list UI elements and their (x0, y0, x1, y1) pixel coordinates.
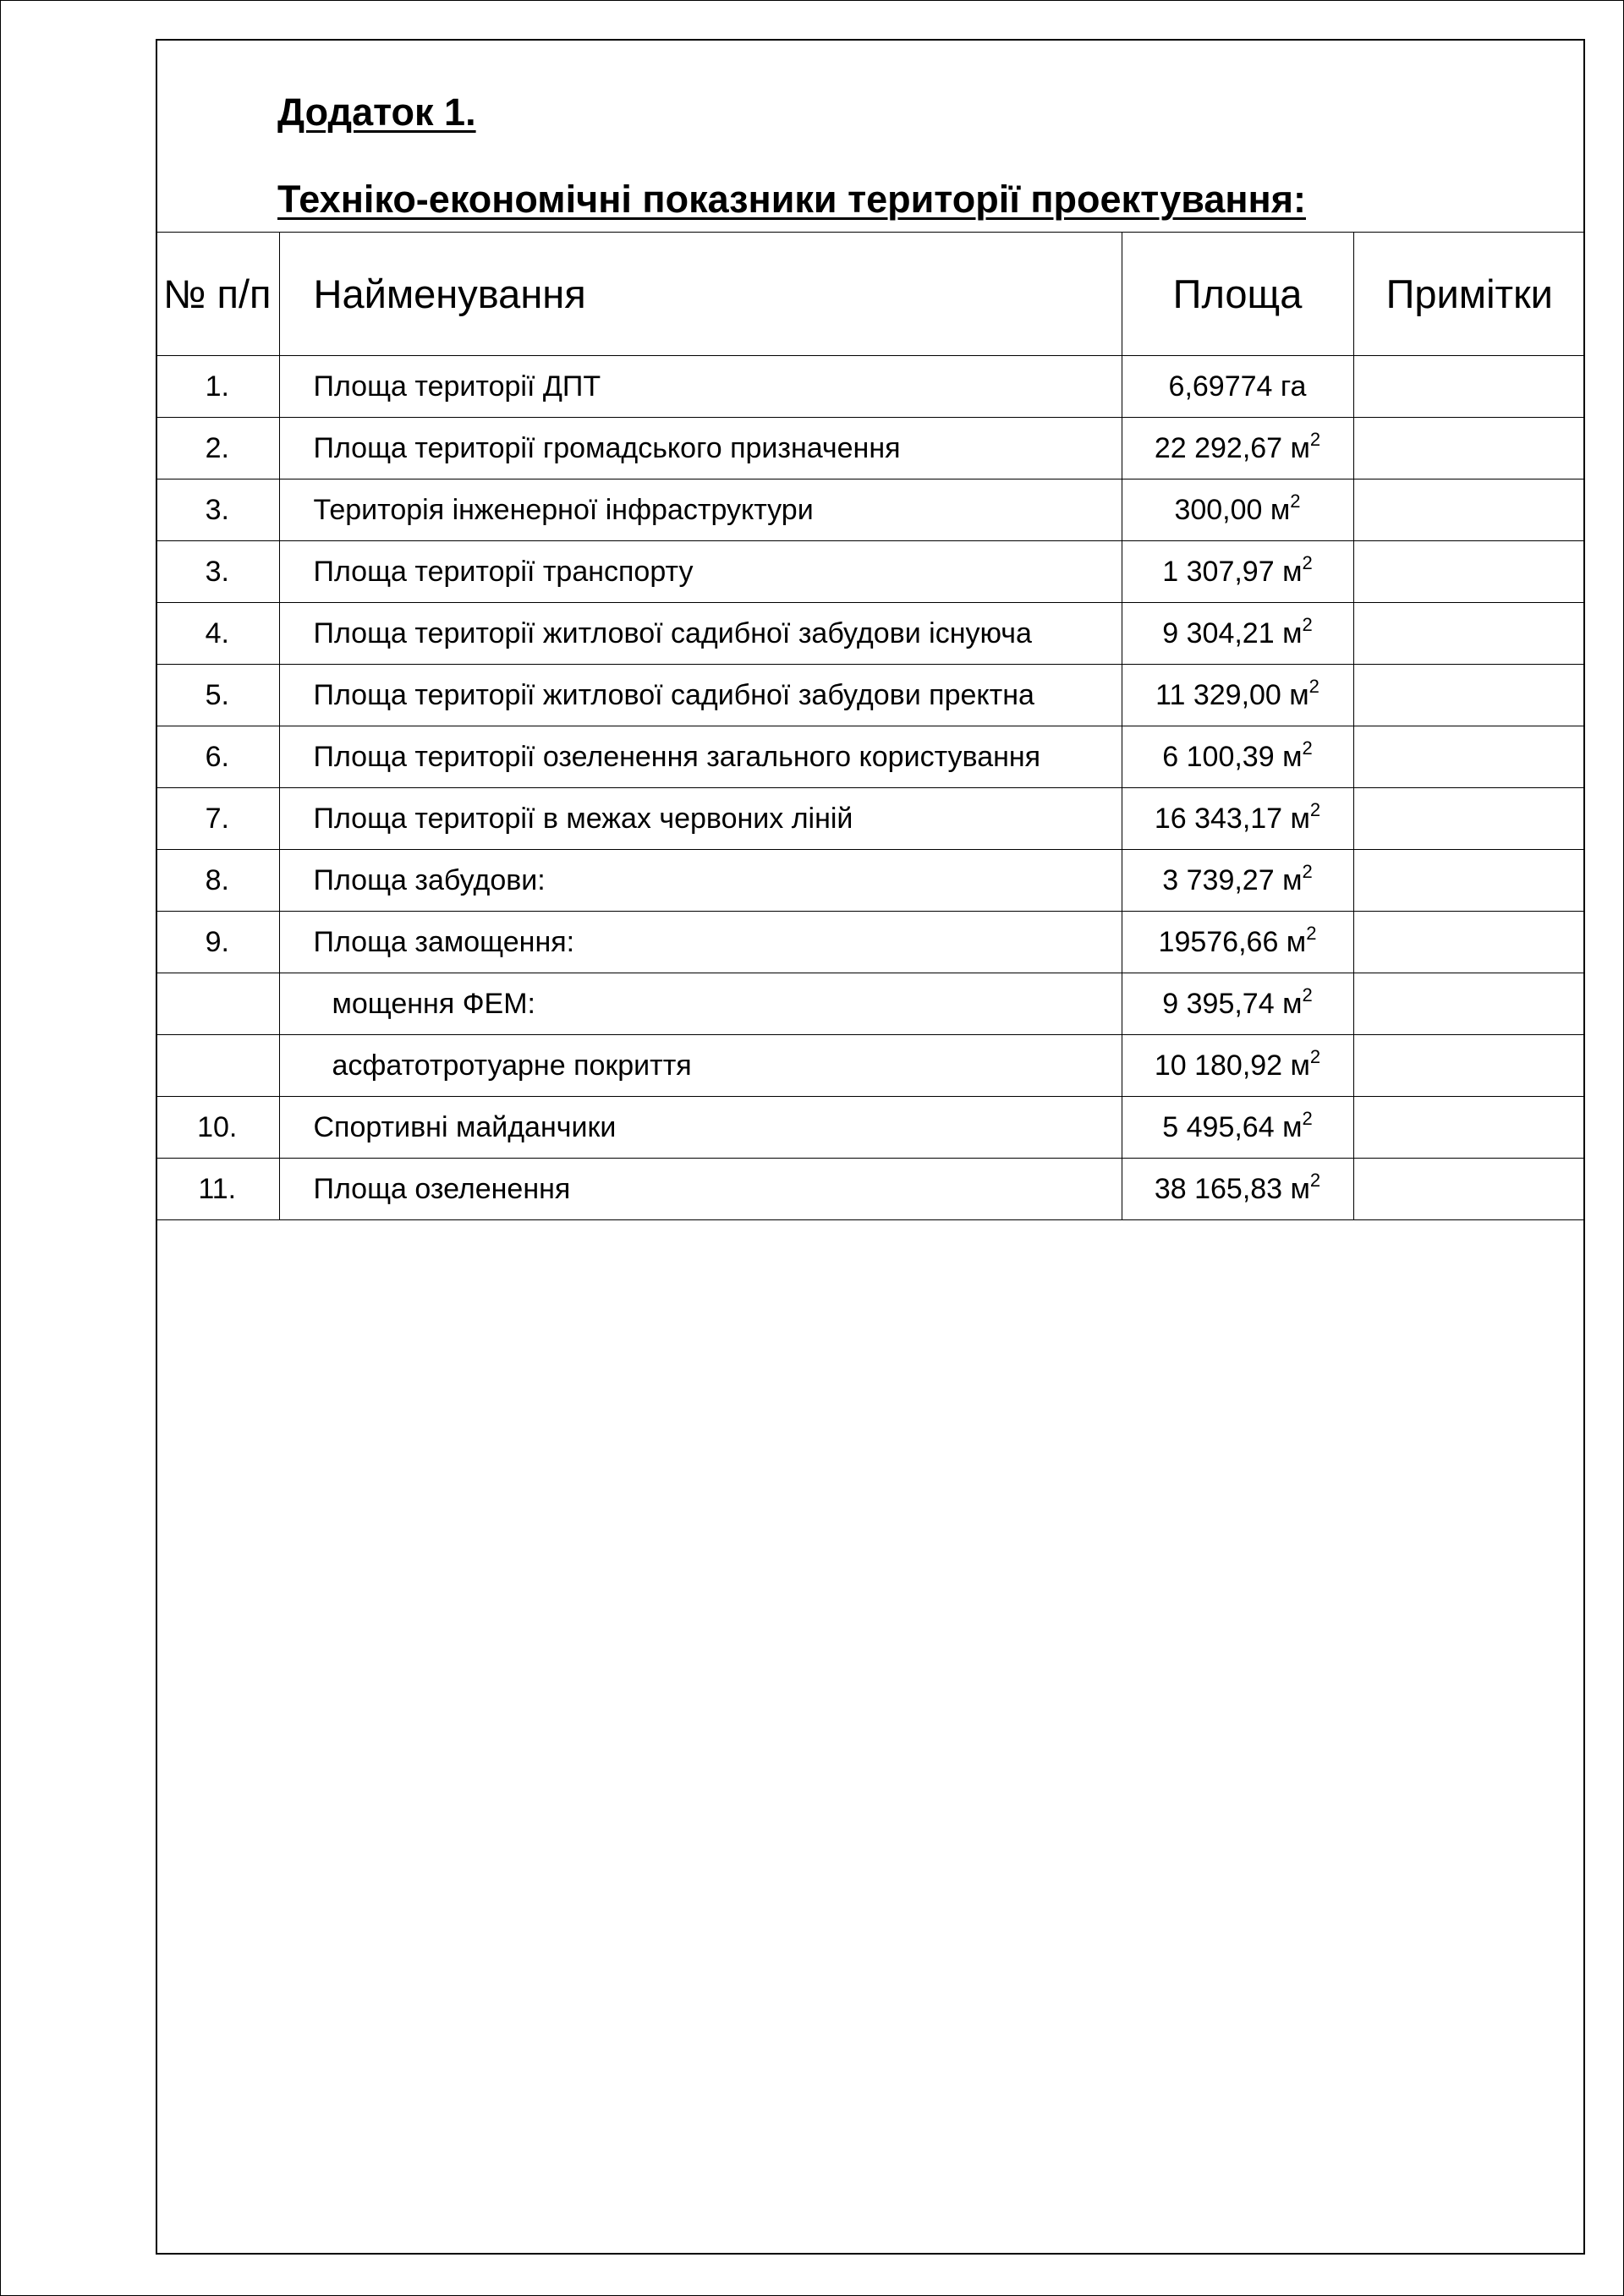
area-value: 9 395,74 м (1162, 987, 1303, 1020)
row-note (1353, 726, 1585, 788)
unit-exponent: 2 (1302, 551, 1313, 573)
row-name: Площа території житлової садибної забудови існуюча (279, 603, 1122, 665)
row-area (1122, 788, 1353, 850)
row-area (1122, 479, 1353, 541)
header-notes: Примітки (1353, 233, 1585, 356)
row-note (1353, 1035, 1585, 1097)
unit-exponent: 2 (1309, 675, 1320, 697)
area-value: 16 343,17 м (1154, 802, 1310, 835)
row-name: Площа території транспорту (279, 541, 1122, 603)
unit-exponent: 2 (1302, 860, 1313, 882)
row-note (1353, 603, 1585, 665)
area-value: 6 100,39 м (1162, 740, 1303, 773)
row-number: 10. (156, 1097, 279, 1159)
row-name: Площа замощення: (279, 912, 1122, 973)
row-number: 6. (156, 726, 279, 788)
row-number: 7. (156, 788, 279, 850)
area-value: 22 292,67 м (1154, 431, 1310, 464)
header-name: Найменування (279, 233, 1122, 356)
table-row (156, 479, 1585, 541)
table-row (156, 356, 1585, 418)
row-area (1122, 1097, 1353, 1159)
appendix-heading: Додаток 1. (277, 90, 476, 134)
row-name: мощення ФЕМ: (279, 973, 1122, 1035)
table-row (156, 665, 1585, 726)
table-row (156, 726, 1585, 788)
row-area (1122, 603, 1353, 665)
row-number: 4. (156, 603, 279, 665)
table-row (156, 541, 1585, 603)
row-number: 1. (156, 356, 279, 418)
area-value: 9 304,21 м (1162, 616, 1303, 649)
table-header-row (156, 233, 1585, 356)
table-row (156, 603, 1585, 665)
unit-exponent: 2 (1302, 1107, 1313, 1129)
table-row (156, 1035, 1585, 1097)
row-note (1353, 1159, 1585, 1220)
row-name: асфатотротуарне покриття (279, 1035, 1122, 1097)
row-name: Територія інженерної інфраструктури (279, 479, 1122, 541)
row-note (1353, 1097, 1585, 1159)
row-note (1353, 788, 1585, 850)
row-name: Площа території житлової садибної забудови пректна (279, 665, 1122, 726)
table-row (156, 973, 1585, 1035)
row-area (1122, 1159, 1353, 1220)
row-name: Площа території громадського призначення (279, 418, 1122, 479)
unit-exponent: 2 (1309, 1045, 1321, 1067)
row-name: Спортивні майданчики (279, 1097, 1122, 1159)
unit-exponent: 2 (1309, 798, 1321, 820)
area-value: 19576,66 м (1158, 925, 1307, 958)
row-note (1353, 850, 1585, 912)
row-number: 3. (156, 479, 279, 541)
row-area (1122, 418, 1353, 479)
area-value: 11 329,00 м (1155, 678, 1309, 711)
area-value: 300,00 м (1174, 493, 1291, 526)
row-name: Площа забудови: (279, 850, 1122, 912)
row-note (1353, 973, 1585, 1035)
row-area (1122, 356, 1353, 418)
row-area (1122, 541, 1353, 603)
row-note (1353, 479, 1585, 541)
row-name: Площа території в межах червоних ліній (279, 788, 1122, 850)
table-row (156, 912, 1585, 973)
area-value: 10 180,92 м (1154, 1049, 1310, 1082)
area-value: 5 495,64 м (1162, 1110, 1303, 1143)
area-value: 38 165,83 м (1154, 1172, 1310, 1205)
row-number: 9. (156, 912, 279, 973)
row-note (1353, 665, 1585, 726)
unit-exponent: 2 (1309, 1169, 1321, 1191)
row-number (156, 1035, 279, 1097)
row-note (1353, 541, 1585, 603)
row-number: 8. (156, 850, 279, 912)
header-area: Площа (1122, 233, 1353, 356)
table-row (156, 1097, 1585, 1159)
unit-exponent: 2 (1309, 428, 1321, 450)
row-note (1353, 356, 1585, 418)
header-num: № п/п (156, 233, 279, 356)
row-number: 2. (156, 418, 279, 479)
area-value: 1 307,97 м (1162, 555, 1303, 588)
unit-exponent: 2 (1290, 490, 1301, 512)
unit-exponent: 2 (1302, 737, 1313, 759)
row-area (1122, 973, 1353, 1035)
unit-exponent: 2 (1302, 613, 1313, 635)
table-row (156, 1159, 1585, 1220)
unit-exponent: 2 (1306, 922, 1317, 944)
area-value: 6,69774 га (1168, 370, 1307, 403)
row-name: Площа території озеленення загального користування (279, 726, 1122, 788)
table-row (156, 850, 1585, 912)
row-number: 11. (156, 1159, 279, 1220)
row-area (1122, 912, 1353, 973)
row-number: 3. (156, 541, 279, 603)
row-area (1122, 665, 1353, 726)
table-row (156, 418, 1585, 479)
row-note (1353, 418, 1585, 479)
row-note (1353, 912, 1585, 973)
area-value: 3 739,27 м (1162, 863, 1303, 896)
row-area (1122, 850, 1353, 912)
row-area (1122, 1035, 1353, 1097)
document-title: Техніко-економічні показники території проектування: (277, 178, 1306, 221)
row-name: Площа території ДПТ (279, 356, 1122, 418)
row-area (1122, 726, 1353, 788)
row-number: 5. (156, 665, 279, 726)
row-number (156, 973, 279, 1035)
table-row (156, 788, 1585, 850)
unit-exponent: 2 (1302, 984, 1313, 1006)
row-name: Площа озеленення (279, 1159, 1122, 1220)
indicators-table (156, 232, 1585, 1220)
